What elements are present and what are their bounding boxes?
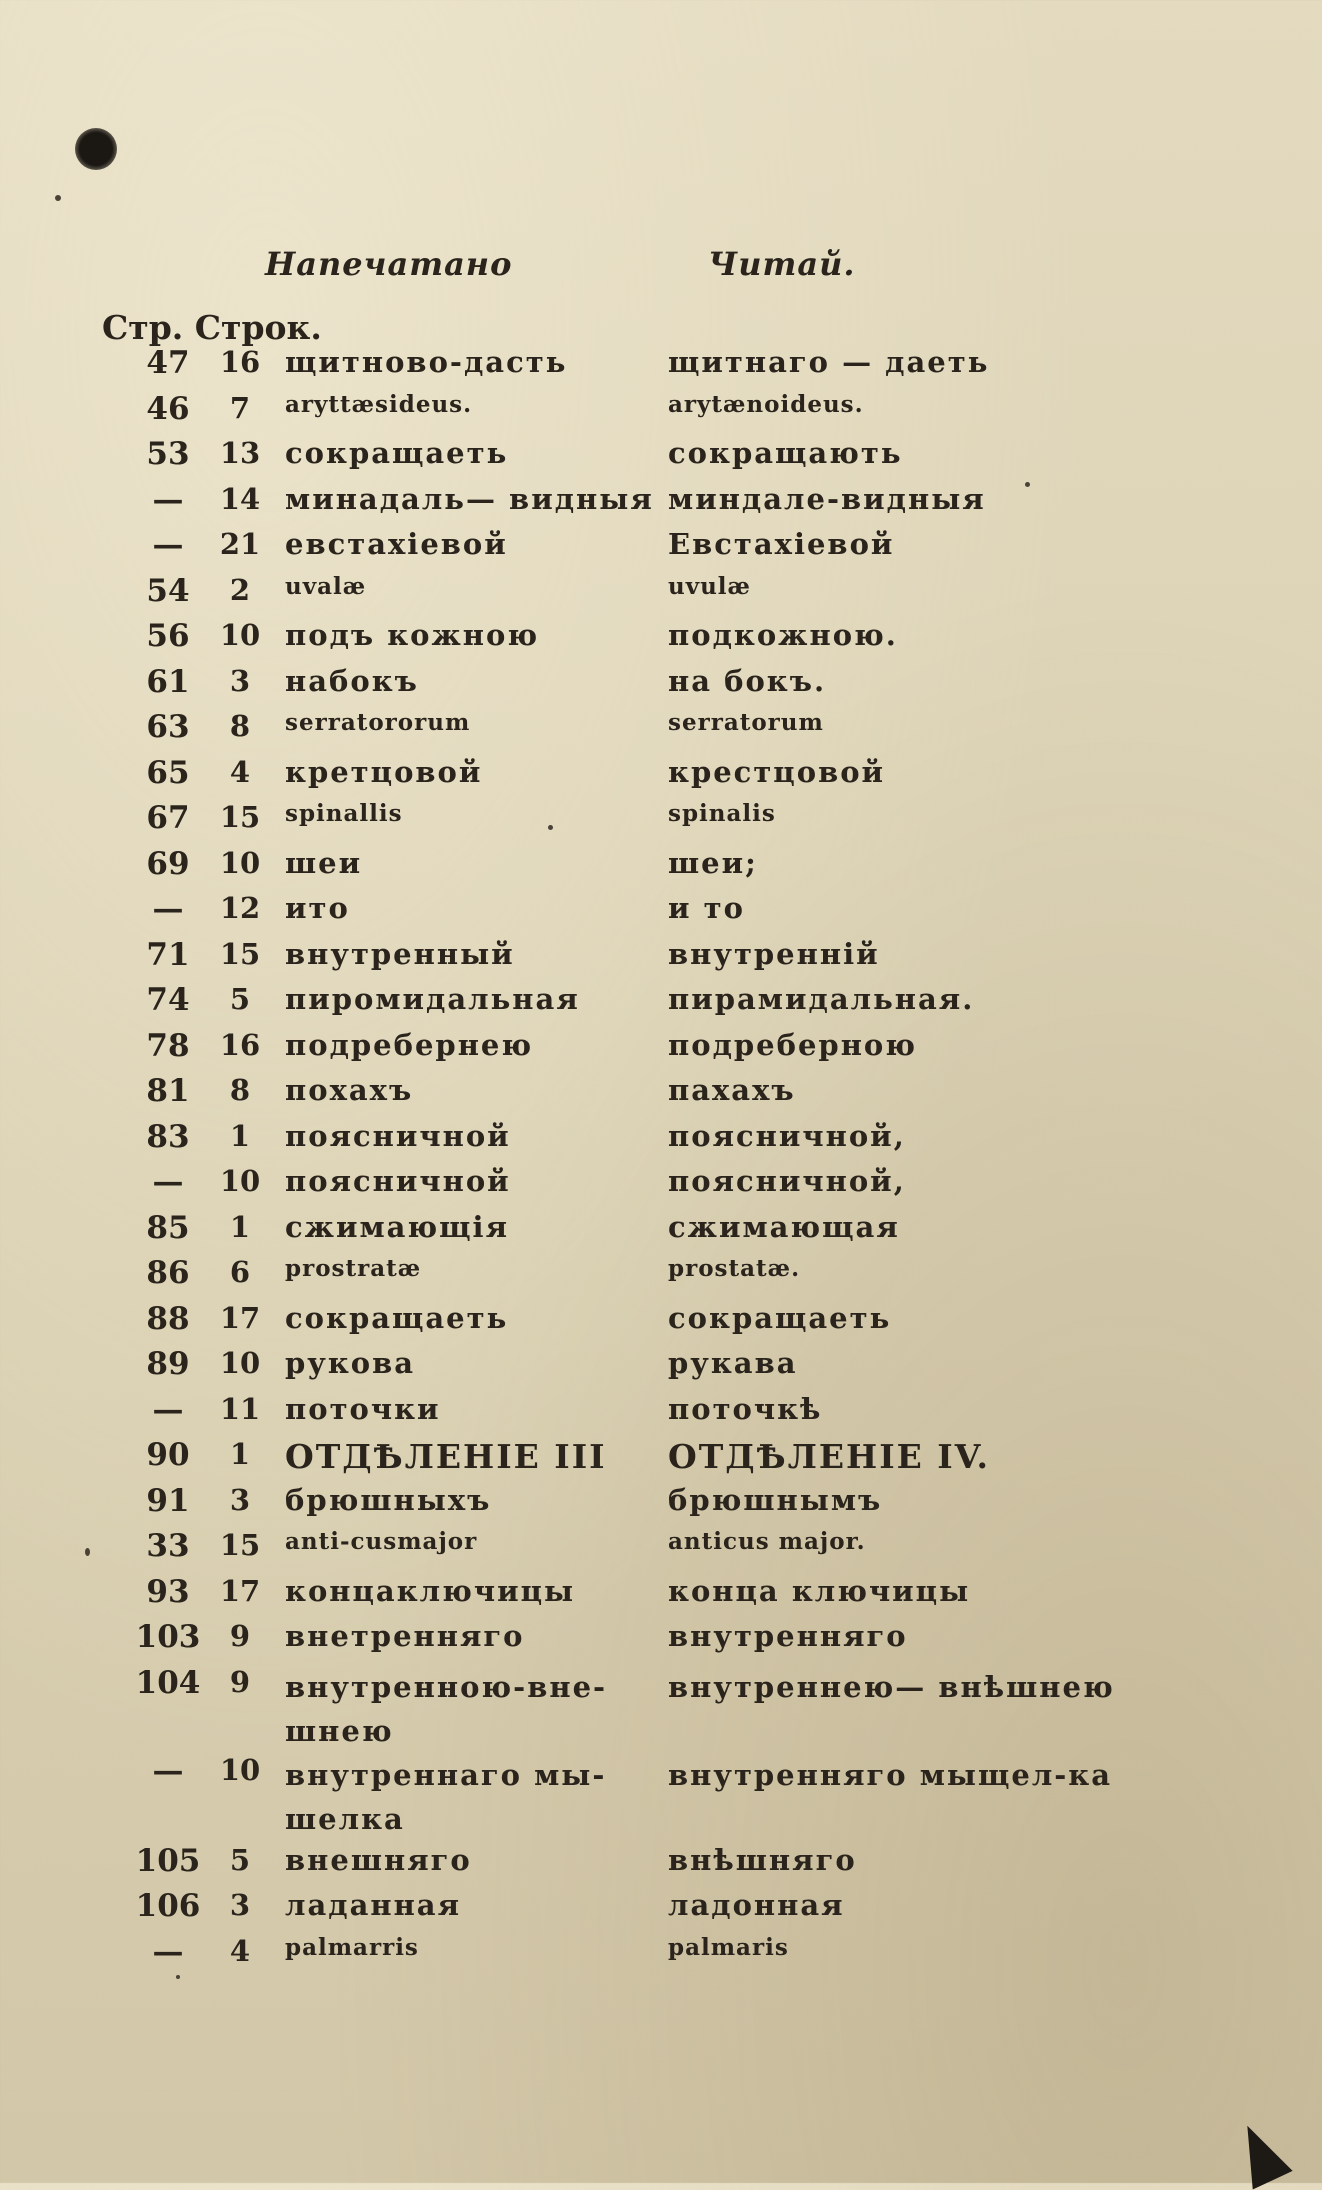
line-number: 16: [219, 345, 261, 379]
printed-text: пиромидальная: [285, 982, 580, 1016]
page-number: 33: [146, 1528, 190, 1564]
corrected-text: подкожною.: [668, 618, 898, 652]
errata-row: [0, 937, 1322, 983]
corrected-text: рукава: [668, 1346, 798, 1380]
page-number: 46: [146, 390, 190, 427]
corrected-text: внутренняго мыщел-ка: [668, 1757, 1113, 1792]
corrected-text: сокращають: [668, 436, 903, 470]
page-number: 106: [135, 1888, 201, 1924]
ink-blot: [75, 128, 117, 170]
errata-row: [0, 345, 1322, 391]
printed-text: внутреннаго мы-шелка: [285, 1757, 607, 1836]
errata-table: [0, 345, 1322, 1979]
errata-row: [0, 1028, 1322, 1074]
printed-text: serratororum: [285, 709, 471, 736]
printed-text: ладанная: [285, 1888, 462, 1922]
corrected-text: миндале-видныя: [668, 481, 986, 516]
page-number: 103: [135, 1619, 201, 1655]
printed-text: spinallis: [285, 800, 403, 827]
page-number: 63: [146, 709, 190, 745]
corrected-text: поточкѣ: [668, 1391, 823, 1426]
page-number: 71: [146, 936, 190, 973]
corrected-text: внѣшняго: [668, 1842, 857, 1877]
errata-row: [0, 1073, 1322, 1119]
errata-row: [0, 618, 1322, 664]
corrected-text: Евстахіевой: [668, 527, 895, 561]
printed-text: ОТДѢЛЕНІЕ III: [285, 1437, 607, 1476]
line-number: 11: [219, 1391, 261, 1426]
printed-text: похахъ: [285, 1073, 414, 1107]
line-number: 1: [229, 1118, 251, 1153]
corrected-text: spinalis: [668, 800, 776, 827]
errata-row: [0, 436, 1322, 482]
corrected-text: крестцовой: [668, 754, 886, 789]
corrected-text: пахахъ: [668, 1073, 796, 1107]
errata-row: [0, 709, 1322, 755]
errata-row: [0, 1619, 1322, 1665]
corrected-text: на бокъ.: [668, 663, 827, 698]
line-number: 1: [229, 1437, 251, 1471]
errata-row: [0, 1301, 1322, 1347]
errata-row: [0, 1843, 1322, 1889]
errata-row: [0, 1164, 1322, 1210]
corrected-text: внутреннею— внѣшнею: [668, 1669, 1115, 1704]
printed-text: кретцовой: [285, 754, 483, 789]
page-number: 65: [146, 754, 190, 791]
errata-row: [0, 664, 1322, 710]
page-number: 88: [146, 1300, 190, 1337]
errata-row: [0, 1119, 1322, 1165]
printed-text: uvalæ: [285, 572, 367, 600]
errata-row: [0, 1574, 1322, 1620]
line-number: 3: [229, 1888, 251, 1922]
line-number: 10: [219, 1752, 261, 1787]
corrected-text: ладонная: [668, 1888, 845, 1922]
corrected-text: anticus major.: [668, 1528, 866, 1555]
line-number: 4: [229, 1933, 251, 1968]
page-number: 104: [135, 1664, 201, 1701]
corrected-text: внутренняго: [668, 1619, 908, 1653]
errata-row: [0, 1934, 1322, 1980]
printed-text: брюшныхъ: [285, 1482, 492, 1517]
line-number: 15: [219, 936, 261, 971]
page-number: —: [152, 891, 184, 927]
page-number: —: [152, 1933, 184, 1970]
printed-text: евстахіевой: [285, 527, 508, 561]
line-number: 14: [219, 481, 261, 516]
page-number: —: [152, 481, 184, 518]
printed-text: минадаль— видныя: [285, 481, 654, 516]
printed-text: внетренняго: [285, 1619, 525, 1653]
corrected-text: брюшнымъ: [668, 1482, 883, 1517]
line-number: 12: [219, 891, 261, 925]
page-number: 74: [146, 982, 190, 1018]
page-number: 91: [146, 1482, 190, 1519]
errata-row: [0, 573, 1322, 619]
corrected-text: сжимающая: [668, 1209, 900, 1244]
page-number: 83: [146, 1118, 190, 1155]
line-number: 6: [229, 1255, 251, 1289]
line-number: 10: [219, 618, 261, 652]
corrected-text: serratorum: [668, 709, 824, 736]
page-number: 78: [146, 1027, 190, 1064]
line-number: 17: [219, 1573, 261, 1608]
errata-row: [0, 1346, 1322, 1392]
printed-text: набокъ: [285, 663, 419, 698]
line-number: 10: [219, 1164, 261, 1198]
printed-text: внутренный: [285, 936, 515, 971]
printed-text: сокращаеть: [285, 436, 509, 470]
printed-text: внешняго: [285, 1842, 472, 1877]
line-number: 10: [219, 1346, 261, 1380]
page-corner-mark: [1227, 2117, 1292, 2190]
corrected-text: сокращаеть: [668, 1300, 892, 1335]
printed-text: anti-cusmajor: [285, 1528, 478, 1555]
errata-row: [0, 482, 1322, 528]
errata-row: [0, 982, 1322, 1028]
errata-row: [0, 391, 1322, 437]
errata-row: [0, 1437, 1322, 1483]
errata-row: [0, 1255, 1322, 1301]
corrected-text: ОТДѢЛЕНІЕ IV.: [668, 1437, 991, 1476]
page-number: —: [152, 1391, 184, 1428]
line-number: 13: [219, 436, 261, 470]
errata-row: [0, 1753, 1322, 1843]
printed-text: prostratæ: [285, 1255, 422, 1282]
printed-text: ито: [285, 891, 350, 925]
line-number: 10: [219, 845, 261, 880]
read-column-heading: Читай.: [708, 245, 856, 283]
printed-text: поясничной: [285, 1164, 511, 1198]
printed-text: aryttæsideus.: [285, 390, 473, 418]
errata-row: [0, 1483, 1322, 1529]
printed-text: сжимающія: [285, 1209, 509, 1244]
printed-text: поясничной: [285, 1118, 511, 1153]
line-number: 1: [229, 1209, 251, 1244]
errata-row: [0, 1528, 1322, 1574]
printed-text: подребернею: [285, 1027, 534, 1062]
line-number: 9: [229, 1619, 251, 1653]
page-number: 105: [135, 1842, 201, 1879]
errata-row: [0, 1392, 1322, 1438]
corrected-text: шеи;: [668, 845, 758, 880]
line-number: 3: [229, 1482, 251, 1517]
line-number: 15: [219, 1528, 261, 1562]
errata-row: [0, 891, 1322, 937]
corrected-text: щитнаго — даеть: [668, 345, 990, 379]
page-number: —: [152, 1752, 184, 1789]
page-number: 53: [146, 436, 190, 472]
paper-speck: [55, 195, 61, 201]
page-number: 90: [146, 1437, 190, 1473]
corrected-text: пирамидальная.: [668, 982, 975, 1016]
errata-row: [0, 846, 1322, 892]
page-number: —: [152, 1164, 184, 1200]
printed-text: palmarris: [285, 1933, 419, 1961]
printed-text: сокращаеть: [285, 1300, 509, 1335]
printed-text: рукова: [285, 1346, 416, 1380]
errata-row: [0, 1665, 1322, 1753]
errata-row: [0, 1888, 1322, 1934]
page-number: 56: [146, 618, 190, 654]
printed-text: подъ кожною: [285, 618, 540, 652]
printed-text: внутренною-вне-шнею: [285, 1669, 608, 1748]
corrected-text: поясничной,: [668, 1118, 906, 1153]
page-number: 47: [146, 345, 190, 381]
errata-row: [0, 527, 1322, 573]
line-number: 2: [229, 572, 251, 607]
line-number: 4: [229, 754, 251, 789]
line-number: 9: [229, 1664, 251, 1699]
printed-text: щитново-дасть: [285, 345, 568, 379]
line-number: 5: [229, 1842, 251, 1877]
printed-text: поточки: [285, 1391, 441, 1426]
corrected-text: palmaris: [668, 1933, 789, 1961]
corrected-text: и то: [668, 891, 745, 925]
line-number: 21: [219, 527, 261, 561]
corrected-text: prostatæ.: [668, 1255, 801, 1282]
line-number: 16: [219, 1027, 261, 1062]
corrected-text: arytænoideus.: [668, 390, 864, 418]
line-number: 3: [229, 663, 251, 698]
corrected-text: конца ключицы: [668, 1573, 971, 1608]
line-number: 17: [219, 1300, 261, 1335]
page-number: 61: [146, 663, 190, 700]
page-number: 69: [146, 845, 190, 882]
page-number: 85: [146, 1209, 190, 1246]
page-number: 67: [146, 800, 190, 836]
page-line-column-heading: Стр. Строк.: [102, 308, 322, 347]
errata-row: [0, 1210, 1322, 1256]
printed-text: концаключицы: [285, 1573, 576, 1608]
corrected-text: внутренній: [668, 936, 880, 971]
page-number: 86: [146, 1255, 190, 1291]
line-number: 8: [229, 1073, 251, 1107]
line-number: 7: [229, 390, 251, 425]
line-number: 15: [219, 800, 261, 834]
page-number: 81: [146, 1073, 190, 1109]
errata-row: [0, 800, 1322, 846]
corrected-text: подреберною: [668, 1027, 918, 1062]
printed-text: шеи: [285, 845, 363, 880]
page-number: —: [152, 527, 184, 563]
errata-row: [0, 755, 1322, 801]
corrected-text: uvulæ: [668, 572, 751, 600]
line-number: 8: [229, 709, 251, 743]
page-number: 93: [146, 1573, 190, 1610]
printed-column-heading: Напечатано: [265, 245, 513, 283]
page-number: 54: [146, 572, 190, 609]
line-number: 5: [229, 982, 251, 1016]
corrected-text: поясничной,: [668, 1164, 906, 1198]
page-number: 89: [146, 1346, 190, 1382]
